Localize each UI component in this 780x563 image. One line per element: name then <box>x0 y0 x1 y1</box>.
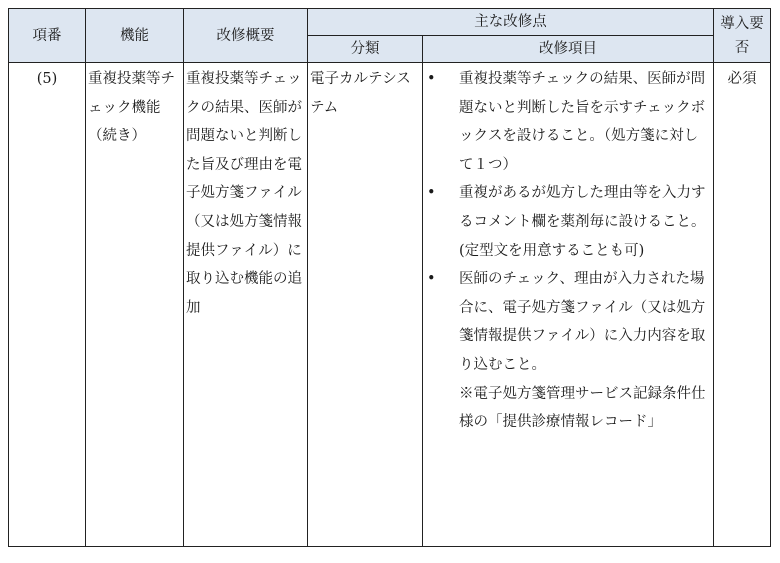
header-function: 機能 <box>86 9 184 63</box>
list-item <box>423 265 713 379</box>
bullet-marker: • <box>427 271 436 288</box>
row-items <box>423 63 714 547</box>
specification-table <box>8 8 771 547</box>
row-summary: 重複投薬等チェックの結果、医師が問題ないと判断した旨及び理由を電子処方箋ファイル（又は処方箋情報提供ファイル）に取り込む機能の追加 <box>184 63 308 547</box>
bullet-marker: • <box>427 71 436 87</box>
row-index: (5) <box>9 63 86 547</box>
header-category: 分類 <box>308 36 423 63</box>
list-item <box>423 65 713 179</box>
item-text: 重複投薬等チェックの結果、医師が問題ないと判断した旨を示すチェックボックスを設けること。（処方箋に対して１つ） <box>459 71 706 173</box>
list-item <box>423 179 713 265</box>
item-list <box>423 65 713 380</box>
header-items: 改修項目 <box>423 36 714 63</box>
row-required: 必須 <box>714 63 771 547</box>
row-category: 電子カルテシステム <box>308 63 423 547</box>
note-text: ※電子処方箋管理サービス記録条件仕様の「提供診療情報レコード」 <box>459 385 706 431</box>
header-index: 項番 <box>9 9 86 63</box>
header-summary: 改修概要 <box>184 9 308 63</box>
header-required: 導入要否 <box>714 9 771 63</box>
row-function: 重複投薬等チェック機能（続き） <box>86 63 184 547</box>
item-text: 医師のチェック、理由が入力された場合に、電子処方箋ファイル（又は処方箋情報提供ファイル）に入力内容を取り込むこと。 <box>459 271 706 373</box>
item-text: 重複があるが処方した理由等を入力するコメント欄を薬剤毎に設けること。(定型文を用意することも可) <box>459 185 706 259</box>
table-row <box>9 63 771 547</box>
bullet-marker: • <box>427 185 436 202</box>
header-main-points: 主な改修点 <box>308 9 714 36</box>
